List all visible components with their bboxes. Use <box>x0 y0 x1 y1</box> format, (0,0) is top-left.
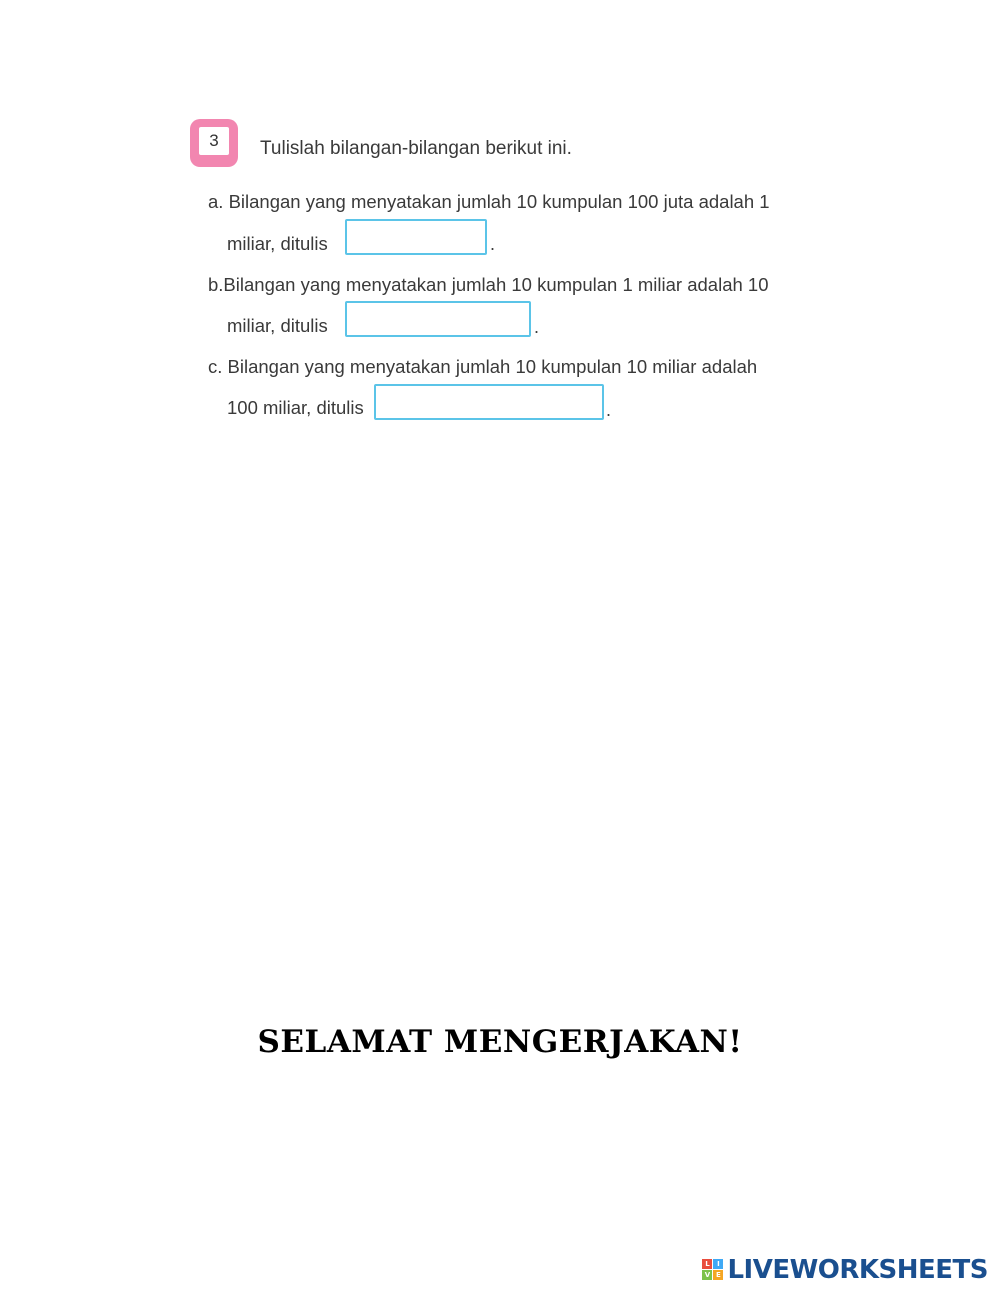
item-a-text: a. Bilangan yang menyatakan jumlah 10 kumpulan 100 juta adalah 1 <box>208 191 770 212</box>
liveworksheets-branding <box>702 1254 988 1286</box>
item-b-answer-input[interactable] <box>345 301 531 337</box>
item-a-period: . <box>490 234 496 254</box>
item-c-period: . <box>606 400 612 420</box>
item-c-answer-input[interactable] <box>374 384 604 420</box>
item-b-text: b.Bilangan yang menyatakan jumlah 10 kumpulan 1 miliar adalah 10 <box>208 274 769 295</box>
item-b-label: miliar, ditulis <box>227 315 328 336</box>
question-instruction: Tulislah bilangan-bilangan berikut ini. <box>260 138 572 159</box>
item-a-answer-input[interactable] <box>345 219 487 255</box>
logo-letter-v: V <box>702 1270 712 1280</box>
liveworksheets-logo-icon <box>702 1259 724 1281</box>
question-number-badge <box>190 119 238 167</box>
item-c-text: c. Bilangan yang menyatakan jumlah 10 kumpulan 10 miliar adalah <box>208 356 758 377</box>
liveworksheets-wordmark: LIVEWORKSHEETS <box>727 1255 988 1285</box>
closing-message: SELAMAT MENGERJAKAN! <box>257 1024 743 1060</box>
item-c-label: 100 miliar, ditulis <box>227 397 364 418</box>
logo-letter-i: I <box>713 1259 723 1269</box>
item-b-period: . <box>534 317 540 337</box>
question-number: 3 <box>199 127 229 155</box>
logo-letter-e: E <box>713 1270 723 1280</box>
logo-letter-l: L <box>702 1259 712 1269</box>
item-a-label: miliar, ditulis <box>227 233 328 254</box>
